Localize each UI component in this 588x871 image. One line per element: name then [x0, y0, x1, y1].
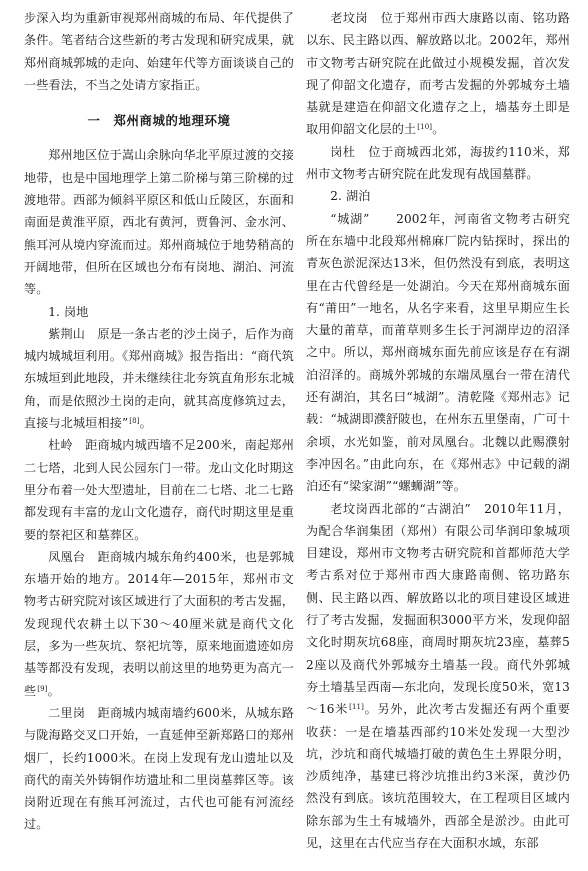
paragraph-fenghuangtai: [24, 546, 294, 702]
term-erligang: 二里岗: [48, 705, 86, 720]
paragraph-erligang: [24, 702, 294, 836]
text-erligang: 距商城内城南墙约600米，从城东路与陇海路交叉口开始，一直延伸至新郑路口的郑州烟厂，长约1000米。在岗上发现有龙山遗址以及商代的南关外铸铜作坊遗址和二里岗墓葬区等。该岗附近现在有熊耳河流过，古代也可能有河流经过。: [24, 705, 294, 832]
paragraph-dulin: [24, 434, 294, 545]
term-chenghu: “城湖”: [330, 211, 370, 226]
term-ancient-lake: 老坟岗西北部的“古湖泊”: [330, 501, 471, 516]
geography-paragraph: 郑州地区位于嵩山余脉向华北平原过渡的交接地带，也是中国地理学上第二阶梯与第三阶梯的过渡地带。西部为倾斜平原区和低山丘陵区，东面和南面是黄淮平原，西北有黄河，贾鲁河、金水河、熊耳河从境内穿流而过。郑州商城位于地势稍高的开阔地带，但所在区域也分布有岗地、湖泊、河流等。: [24, 148, 294, 297]
paragraph-gangdu: [306, 141, 570, 186]
term-laofengang: 老坟岗: [330, 11, 369, 25]
term-dulin: 杜岭: [48, 438, 73, 453]
citation-11[interactable]: [11]: [349, 703, 365, 712]
citation-8[interactable]: [8]: [129, 417, 140, 426]
right-column: [306, 7, 570, 854]
citation-10[interactable]: [10]: [417, 123, 433, 132]
paragraph-chenghu: [306, 208, 570, 498]
text-ancient-lake: 2010年11月，为配合华润集团（郑州）有限公司华润印象城项目建设，郑州市文物考古研究院和首都师范大学考古系对位于郑州市西大康路南侧、铭功路东侧、民主路以西、解放路以北的项目建设区域进行了考古发掘，发掘面积3000平方米，发现仰韶文化时期灰坑68座，商周时期灰坑23座，墓葬52座以及商代外郭城夯土墙基一段。商代外郭城夯土墙基呈西南—东北向，发现长度50米，宽13～16米: [306, 501, 571, 717]
citation-9[interactable]: [9]: [37, 684, 48, 693]
text-ancient-lake-tail: 。另外，此次考古发掘还有两个重要收获：一是在墙基西部约10米处发现一大型沙坑，沙坑和商代城墙打破的黄色生土界限分明，沙质纯净，基建已将沙坑推出约3米深，黄沙仍然没有到底。该坑范围较大，在工程项目区域内除东部为生土有城墙外，西部全是淤沙。由此可见，这里在古代应当存在大面积水域，东部: [306, 702, 570, 850]
term-zijingshan: 紫荆山: [48, 326, 86, 341]
text-fenghuangtai: 距商城内城东角约400米，也是郭城东墙开始的地方。2014年—2015年，郑州市文物考古研究院对该区域进行了大面积的考古发掘，发现现代农耕土以下30～40厘米就是商代文化层，多为一些灰坑、祭祀坑等，原来地面遗迹如房基等都没有发现，表明以前这里的地势更为高亢一些: [24, 549, 294, 698]
text-dulin: 距商城内城西墙不足200米，南起郑州二七塔，北到人民公园东门一带。龙山文化时期这里分布着一处大型遗址，目前在二七塔、北二七路都发现有丰富的龙山文化遗存，商代时期这里是重要的祭祀区和墓葬区。: [24, 438, 294, 542]
paragraph-zijingshan: [24, 323, 294, 434]
section-heading: 一 郑州商城的地理环境: [87, 113, 231, 129]
term-gangdu: 岗杜: [330, 144, 356, 159]
text-laofengang: 位于郑州市西大康路以南、铭功路以东、民主路以西、解放路以北。2002年，郑州市文物考古研究院在此做过小规模发掘，首次发现了仰韶文化遗存，而考古发掘的外郭城夯土墙基就是建造在仰韶文化遗存之上，墙基夯土即是取用仰韶文化层的土: [306, 11, 571, 137]
end-fenghuangtai: 。: [47, 683, 60, 698]
text-gangdu: 位于商城西北郊，海拔约110米，郑州市文物考古研究院在此发现有战国墓群。: [306, 144, 570, 182]
paragraph-ancient-lake: [306, 498, 570, 855]
end-laofengang: 。: [432, 122, 445, 137]
paragraph-laofengang: [306, 7, 570, 141]
text-chenghu: 2002年，河南省文物考古研究所在东墙中北段郑州棉麻厂院内钻探时，探出的青灰色淤泥深达13米，但仍然没有到底，表明这里在古代曾经是一处湖泊。今天在郑州商城东面有“莆田”一地名，从名字来看，这里早期应生长大量的莆草，而莆草则多生长于河湖岸边的沼泽之中。所以，郑州商城东面先前应该是存在有湖泊沼泽的。商城外郭城的东端凤凰台一带在清代还有湖泊，其名曰“城湖”。清乾隆《郑州志》记载：“城湖即濮舒陂也，在州东五里堡南，广可十余顷，水光如鉴，前对凤凰台。北魏以此赐濮射李冲因名。”由此向东，在《郑州志》中记载的湖泊还有“梁家湖”“螺蛳湖”等。: [306, 211, 570, 494]
left-column: [24, 7, 294, 836]
intro-continuation: 步深入均为重新审视郑州商城的布局、年代提供了条件。笔者结合这些新的考古发现和研究成果，就郑州商城郭城的走向、始建年代等方面谈谈自己的一些看法，不当之处请方家指正。: [24, 11, 294, 92]
end-zijingshan: 。: [139, 416, 152, 431]
term-fenghuangtai: 凤凰台: [48, 549, 86, 564]
subheading-ridges: 1. 岗地: [48, 304, 89, 319]
text-zijingshan: 原是一条古老的沙土岗子，后作为商城内城城垣利用。《郑州商城》报告指出：“商代筑东城垣到此地段，并未继续往北夯筑直角形东北城角，而是依照沙土岗的走向，就其高度修筑过去，直接与北城垣相接”: [24, 326, 295, 431]
subheading-lakes: 2. 湖泊: [330, 189, 371, 204]
